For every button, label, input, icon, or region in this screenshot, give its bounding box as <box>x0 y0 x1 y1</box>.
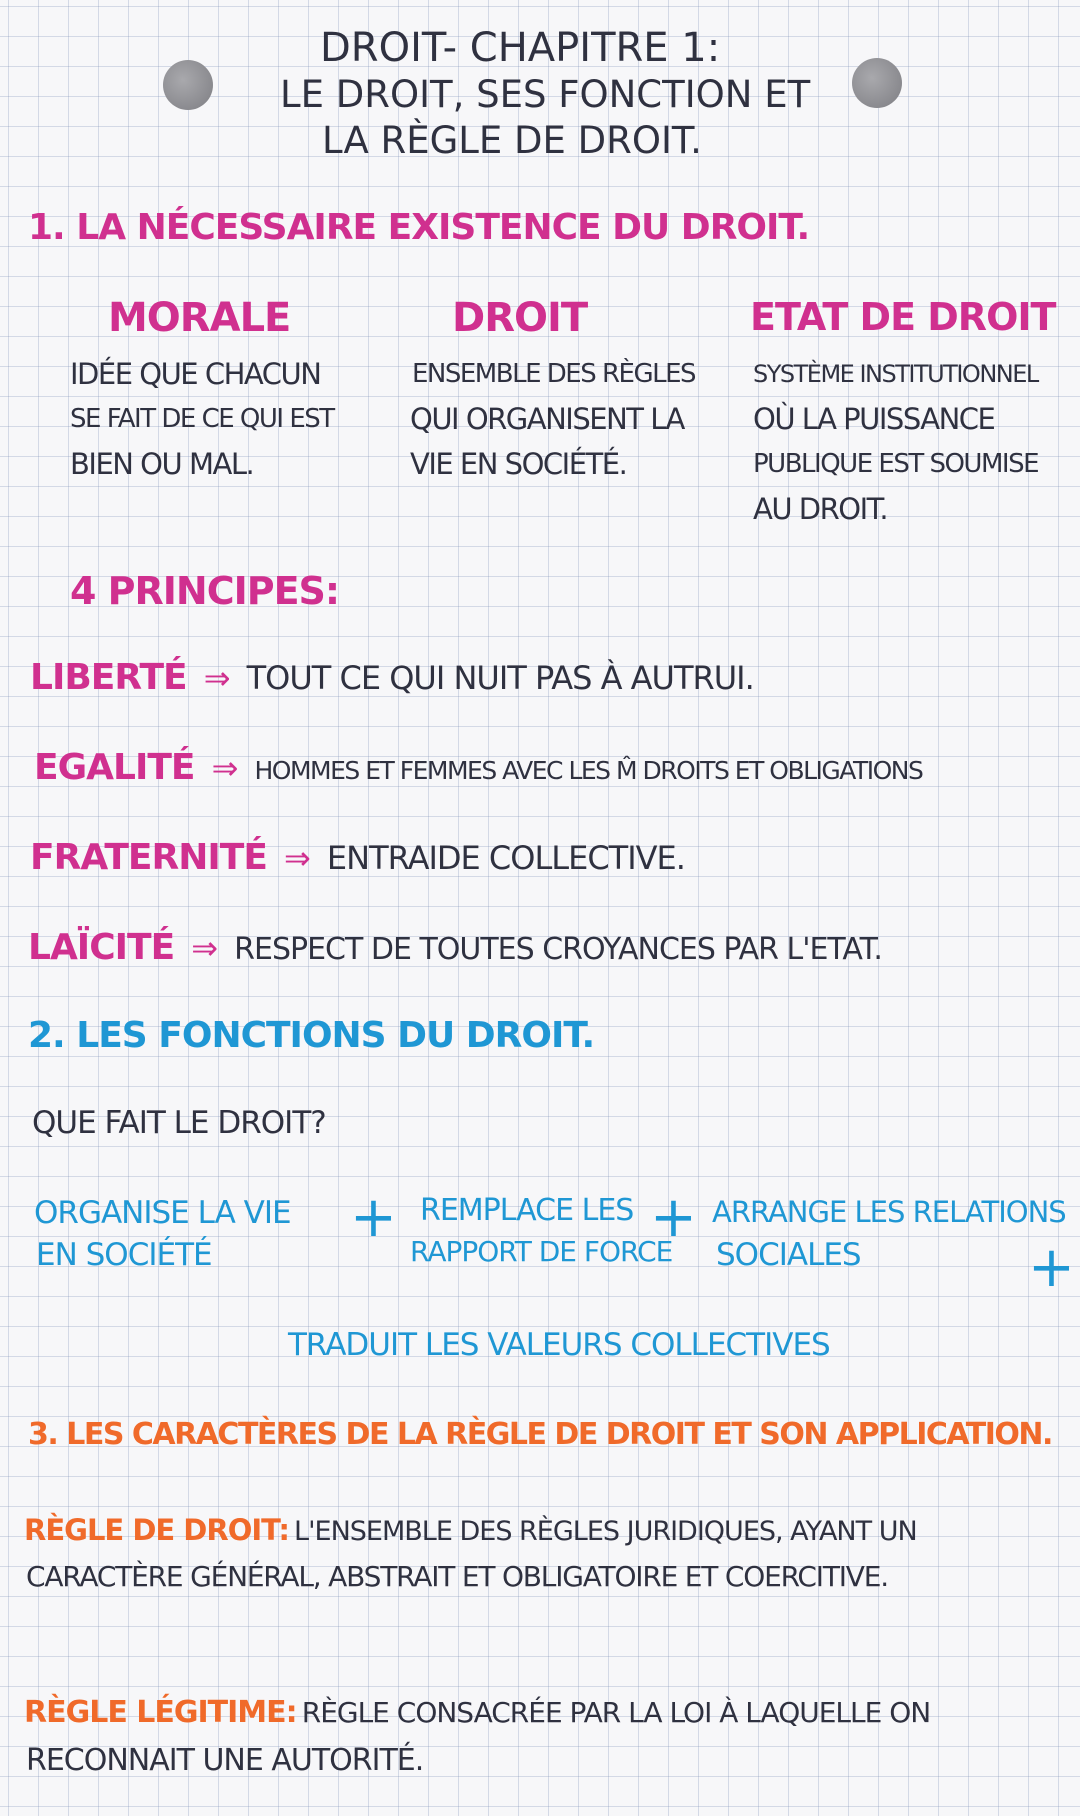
title-line-1: DROIT- CHAPITRE 1: <box>320 25 721 71</box>
punch-hole-left <box>163 60 213 110</box>
principle-egalite <box>34 747 923 788</box>
function-3-line-2: SOCIALES <box>716 1237 861 1273</box>
function-1-line-1: ORGANISE LA VIE <box>34 1195 291 1231</box>
legitimate-rule-line-2: RECONNAIT UNE AUTORITÉ. <box>26 1743 424 1778</box>
plus-icon: + <box>650 1185 697 1250</box>
principle-term: LIBERTÉ <box>30 657 187 698</box>
plus-icon: + <box>1028 1235 1075 1300</box>
principle-term: FRATERNITÉ <box>30 837 267 878</box>
principle-text: TOUT CE QUI NUIT PAS À AUTRUI. <box>246 659 754 697</box>
arrow-icon: ⇒ <box>211 749 238 787</box>
column-etat-title: ETAT DE DROIT <box>750 295 1056 339</box>
title-line-2: LE DROIT, SES FONCTION ET <box>280 73 811 116</box>
principle-term: EGALITÉ <box>34 747 195 788</box>
plus-icon: + <box>350 1185 397 1250</box>
rule-of-law-line-2: CARACTÈRE GÉNÉRAL, ABSTRAIT ET OBLIGATOIRE ET COERCITIVE. <box>26 1560 888 1593</box>
principle-term: LAÏCITÉ <box>28 927 175 968</box>
arrow-icon: ⇒ <box>203 659 230 697</box>
column-droit-line-1: ENSEMBLE DES RÈGLES <box>412 359 696 389</box>
rule-of-law-line-1 <box>24 1513 917 1547</box>
principle-text: HOMMES ET FEMMES AVEC LES M̂ DROITS ET OBLIGATIONS <box>254 756 923 785</box>
column-morale-line-3: BIEN OU MAL. <box>70 447 254 481</box>
arrow-icon: ⇒ <box>284 839 310 877</box>
function-2-line-1: REMPLACE LES <box>420 1193 634 1228</box>
column-etat-line-3: PUBLIQUE EST SOUMISE <box>753 449 1038 479</box>
column-droit-title: DROIT <box>452 295 588 341</box>
rule-term: RÈGLE DE DROIT: <box>24 1513 289 1547</box>
column-morale-line-2: SE FAIT DE CE QUI EST <box>70 404 334 434</box>
column-etat-line-2: OÙ LA PUISSANCE <box>753 402 995 436</box>
column-etat-line-4: AU DROIT. <box>753 492 888 526</box>
column-droit-line-3: VIE EN SOCIÉTÉ. <box>410 447 627 481</box>
column-etat-line-1: SYSTÈME INSTITUTIONNEL <box>753 360 1038 388</box>
function-4: TRADUIT LES VALEURS COLLECTIVES <box>288 1327 830 1363</box>
legit-term: RÈGLE LÉGITIME: <box>24 1695 297 1730</box>
legitimate-rule-line-1 <box>24 1695 931 1730</box>
column-morale-line-1: IDÉE QUE CHACUN <box>70 357 321 391</box>
principle-liberte <box>30 657 754 698</box>
function-2-line-2: RAPPORT DE FORCE <box>410 1235 673 1268</box>
section-3-heading: 3. LES CARACTÈRES DE LA RÈGLE DE DROIT ET SON APPLICATION. <box>28 1417 1052 1452</box>
rule-text: L'ENSEMBLE DES RÈGLES JURIDIQUES, AYANT UN <box>294 1516 917 1547</box>
section-1-heading: 1. LA NÉCESSAIRE EXISTENCE DU DROIT. <box>28 207 810 248</box>
function-3-line-1: ARRANGE LES RELATIONS <box>712 1195 1066 1229</box>
principles-heading: 4 PRINCIPES: <box>70 569 340 613</box>
punch-hole-right <box>852 58 902 108</box>
principle-fraternite <box>30 837 685 878</box>
column-morale-title: MORALE <box>108 295 291 341</box>
principle-laicite <box>28 927 882 968</box>
title-line-3: LA RÈGLE DE DROIT. <box>322 119 702 162</box>
principle-text: RESPECT DE TOUTES CROYANCES PAR L'ETAT. <box>234 932 882 967</box>
column-droit-line-2: QUI ORGANISENT LA <box>410 402 684 436</box>
section-2-question: QUE FAIT LE DROIT? <box>32 1105 326 1141</box>
legit-text: RÈGLE CONSACRÉE PAR LA LOI À LAQUELLE ON <box>301 1696 931 1729</box>
section-2-heading: 2. LES FONCTIONS DU DROIT. <box>28 1015 595 1056</box>
function-1-line-2: EN SOCIÉTÉ <box>36 1237 212 1273</box>
principle-text: ENTRAIDE COLLECTIVE. <box>326 839 685 877</box>
arrow-icon: ⇒ <box>191 929 218 967</box>
